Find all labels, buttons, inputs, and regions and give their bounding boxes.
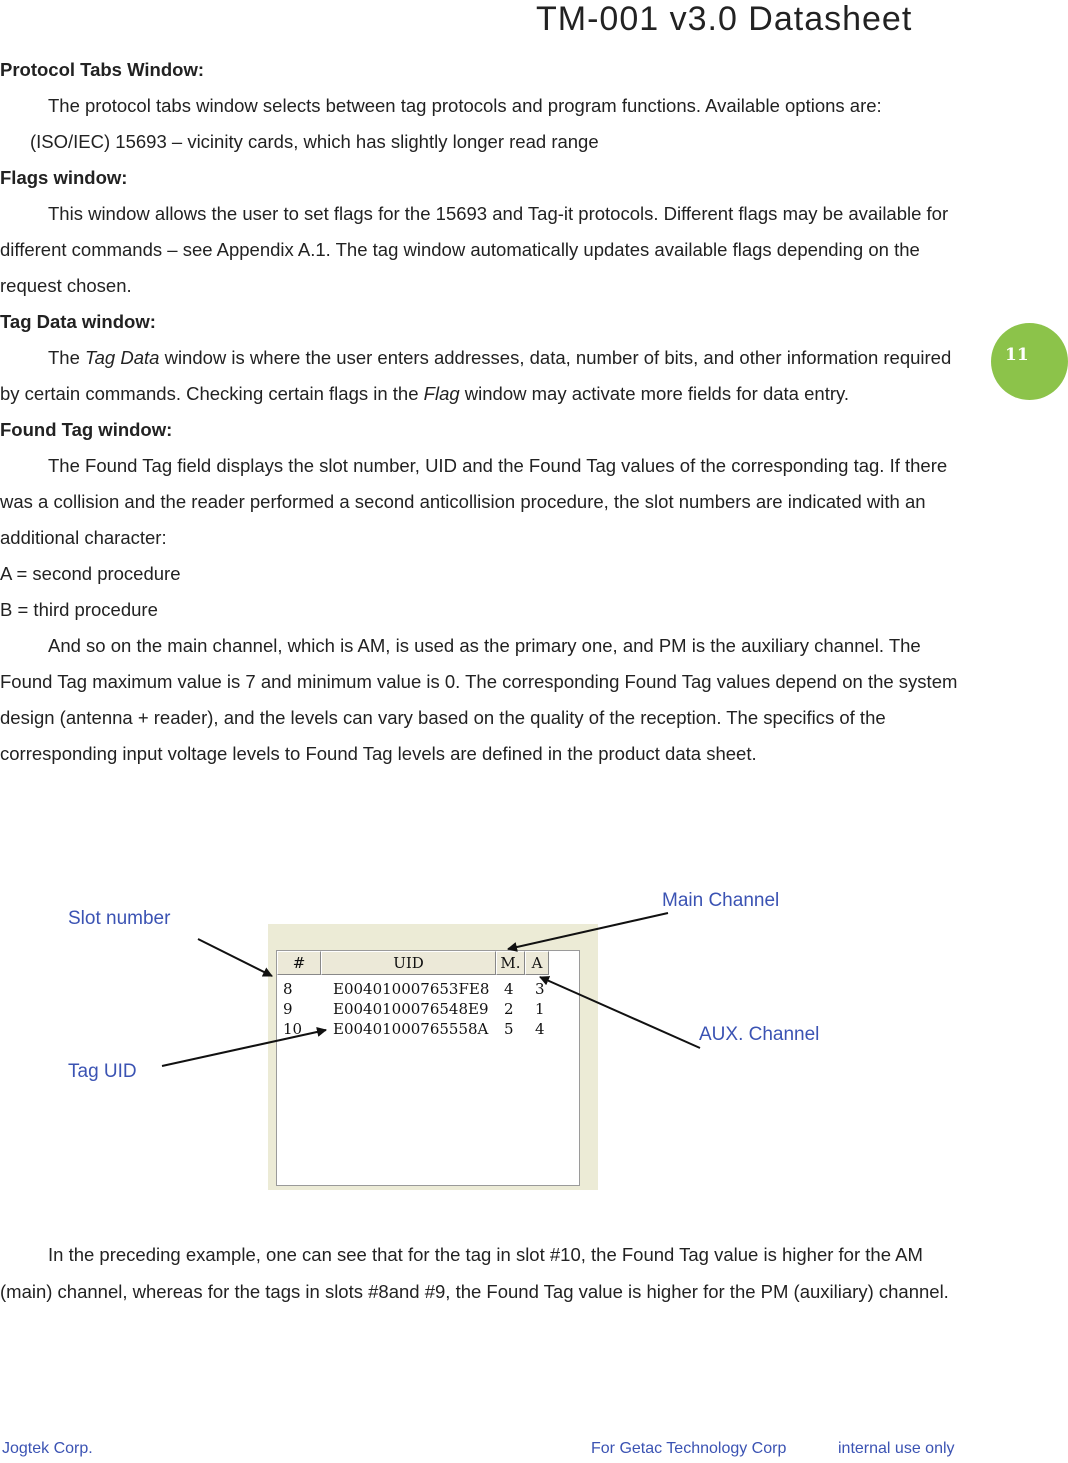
found-tag-figure	[0, 890, 975, 1200]
paragraph: The protocol tabs window selects between tag protocols and program functions. Available options are:	[48, 95, 882, 116]
document-body	[0, 52, 975, 772]
cell-main: 4	[504, 980, 514, 998]
cell-aux: 1	[535, 1000, 545, 1018]
callout-tag-uid: Tag UID	[68, 1061, 137, 1082]
text-em: Flag	[423, 383, 460, 404]
column-header-main[interactable]: M.	[496, 951, 525, 975]
cell-uid: E004010007653FE8	[333, 980, 490, 998]
paragraph: A = second procedure	[0, 563, 181, 584]
paragraph: And so on the main channel, which is AM, is used as the primary one, and PM is the auxiliary channel. The Found Tag maximum value is 7 and minimum value is 0. The corresponding Found Tag values depend on the system design (antenna + reader), and the levels can vary based on the quality of the reception. The specifics of the corresponding input voltage levels to Found Tag levels are defined in the product data sheet.	[0, 635, 958, 764]
tag-uid-arrow	[162, 1030, 326, 1066]
cell-main: 2	[504, 1000, 514, 1018]
cell-uid: E00401000765558A	[333, 1020, 489, 1038]
cell-slot: 9	[283, 1000, 293, 1018]
text: window may activate more fields for data entry.	[459, 383, 850, 404]
page-number: 11	[1005, 345, 1029, 365]
closing-paragraph	[0, 1236, 975, 1310]
page-number-badge	[991, 323, 1068, 400]
section-heading-found-tag: Found Tag window:	[0, 419, 173, 440]
main-channel-arrow	[508, 913, 668, 949]
paragraph: The Found Tag field displays the slot number, UID and the Found Tag values of the corresponding tag. If there was a collision and the reader performed a second anticollision procedure, the slot numbers are indicated with an additional character:	[0, 455, 948, 548]
aux-channel-arrow	[540, 977, 700, 1048]
footer-notice: internal use only	[838, 1440, 955, 1457]
paragraph: B = third procedure	[0, 599, 158, 620]
cell-main: 5	[504, 1020, 514, 1038]
paragraph: In the preceding example, one can see that for the tag in slot #10, the Found Tag value is higher for the AM (main) channel, whereas for the tags in slots #8and #9, the Found Tag value is higher for the PM (auxiliary) channel.	[0, 1244, 949, 1302]
footer-client: For Getac Technology Corp	[591, 1440, 787, 1457]
callout-slot-number: Slot number	[68, 908, 171, 929]
text: The	[48, 347, 86, 368]
footer-company: Jogtek Corp.	[2, 1440, 93, 1457]
callout-main-channel: Main Channel	[662, 890, 780, 911]
cell-aux: 3	[535, 980, 545, 998]
cell-slot: 8	[283, 980, 293, 998]
section-heading-protocol-tabs: Protocol Tabs Window:	[0, 59, 205, 80]
cell-slot: 10	[283, 1020, 303, 1038]
page-title: TM-001 v3.0 Datasheet	[536, 0, 913, 38]
paragraph: (ISO/IEC) 15693 – vicinity cards, which has slightly longer read range	[30, 131, 599, 152]
slot-number-arrow	[198, 939, 272, 976]
callout-arrows	[0, 890, 975, 1200]
cell-aux: 4	[535, 1020, 545, 1038]
text-em: Tag Data	[85, 347, 160, 368]
column-header-uid[interactable]: UID	[321, 951, 496, 975]
callout-aux-channel: AUX. Channel	[699, 1024, 820, 1045]
column-header-slot[interactable]: #	[277, 951, 321, 975]
cell-uid: E0040100076548E9	[333, 1000, 489, 1018]
paragraph: This window allows the user to set flags for the 15693 and Tag-it protocols. Different flags may be available for different commands – see Appendix A.1. The tag window automatically updates available flags depending on the request chosen.	[0, 203, 949, 296]
column-header-aux[interactable]: A	[525, 951, 549, 975]
paragraph-tag-data	[0, 340, 975, 412]
section-heading-tag-data: Tag Data window:	[0, 311, 156, 332]
text: window is where the user enters addresses, data, number of bits, and other information required by certain commands. Checking certain flags in the	[0, 347, 952, 404]
section-heading-flags: Flags window:	[0, 167, 128, 188]
